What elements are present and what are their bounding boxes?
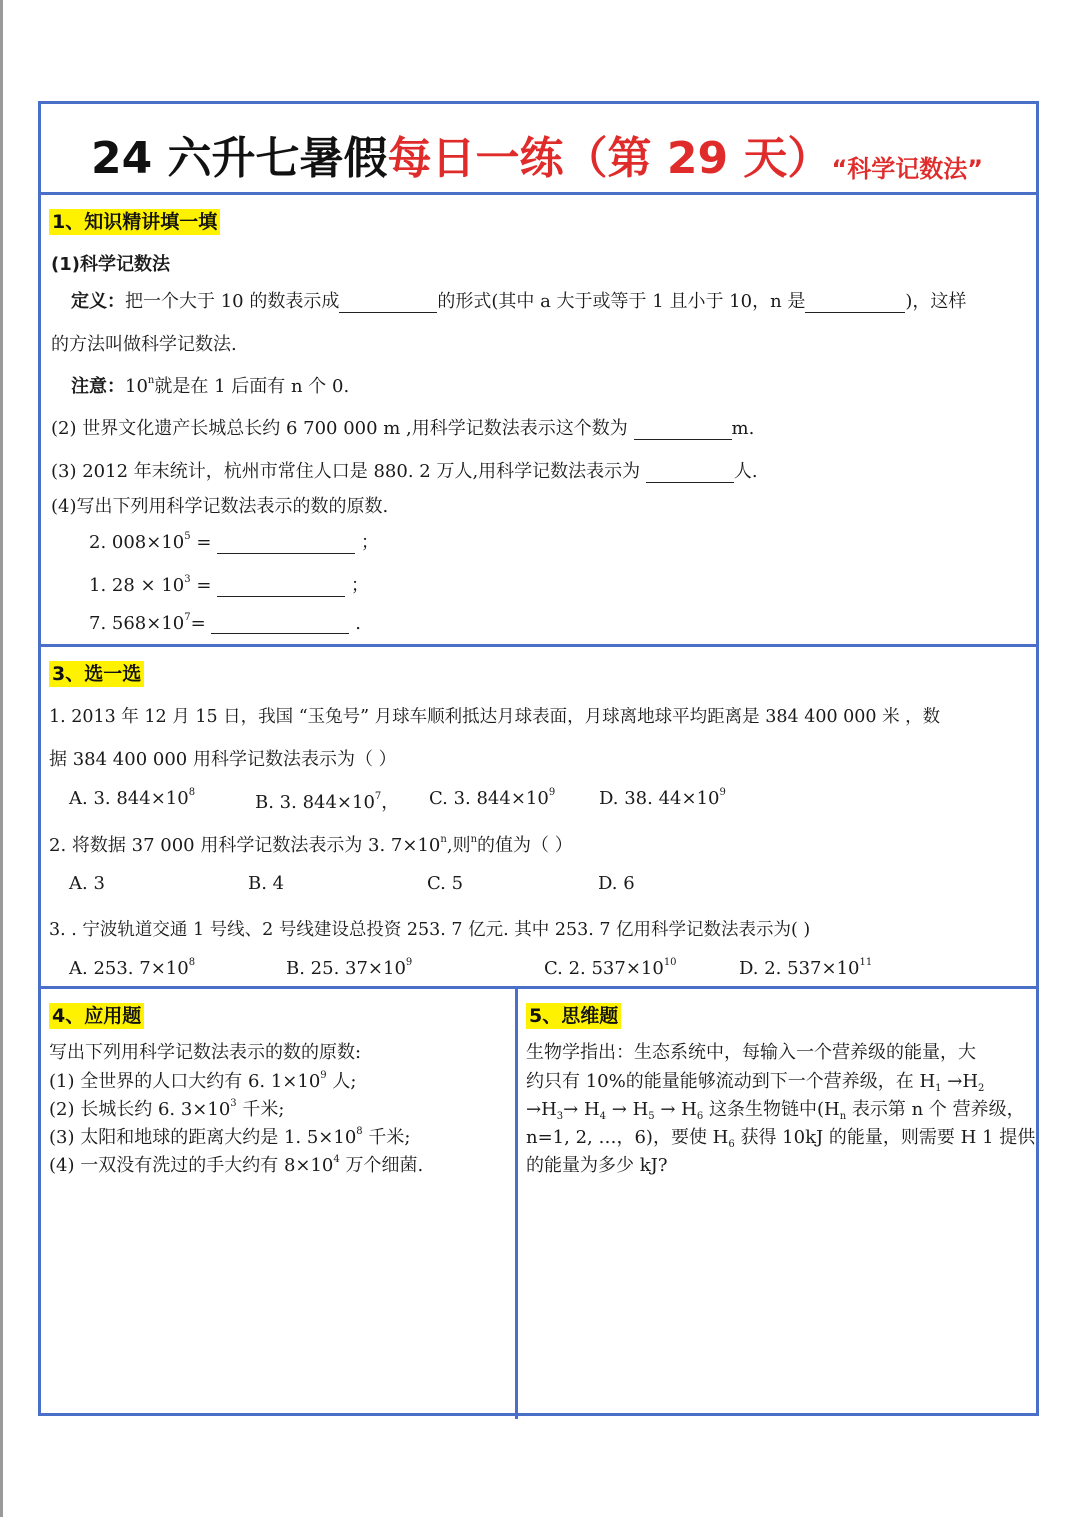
- option-exponent: 8: [188, 957, 196, 968]
- definition-blank-1[interactable]: [339, 294, 437, 313]
- question-3-unit: 人.: [733, 461, 758, 482]
- definition-text-a: 把一个大于 10 的数表示成: [125, 291, 340, 312]
- mc-q3-option-b[interactable]: [286, 958, 412, 979]
- question-2: [51, 414, 754, 440]
- application-intro: 写出下列用科学记数法表示的数的原数:: [49, 1042, 362, 1063]
- subscript: 1: [935, 1083, 942, 1094]
- item-unit: 千米;: [236, 1099, 285, 1120]
- expression-2-blank[interactable]: [217, 578, 345, 597]
- line-text: 获得 10kJ 的能量，则需要 H 1 提供: [734, 1127, 1036, 1148]
- mc-question-1-line-2: 据 384 400 000 用科学记数法表示为（ ）: [49, 749, 397, 770]
- title-bar: [41, 104, 1036, 193]
- section-1-heading: 1、知识精讲填一填: [49, 209, 220, 235]
- page-edge: [0, 0, 3, 1517]
- answer-area-4[interactable]: [45, 1189, 509, 1409]
- thinking-line-5: 的能量为多少 kJ?: [526, 1155, 668, 1176]
- title-part-2: 每日一练（第 29 天）: [387, 133, 832, 184]
- note-base: 10: [125, 376, 148, 397]
- subscript: 3: [556, 1111, 564, 1122]
- expression-1-equals: =: [196, 532, 212, 553]
- item-unit: 万个细菌.: [339, 1155, 424, 1176]
- item-unit: 人;: [326, 1071, 357, 1092]
- subheading-scientific-notation: (1)科学记数法: [51, 254, 170, 275]
- option-text: A. 253. 7×10: [69, 958, 189, 979]
- expression-1-exponent: 5: [184, 531, 191, 542]
- mc-question-2-variable: n: [470, 834, 478, 845]
- definition-label: 定义：: [71, 291, 125, 312]
- question-2-blank[interactable]: [634, 421, 732, 440]
- note-line: [71, 372, 349, 398]
- mc-question-2-text: 2. 将数据 37 000 用科学记数法表示为 3. 7×10: [49, 835, 441, 856]
- mc-q3-option-d[interactable]: [739, 958, 872, 979]
- line-text: →H: [941, 1071, 979, 1092]
- line-text: 这条生物链中(H: [703, 1099, 840, 1120]
- mc-question-3: 3. . 宁波轨道交通 1 号线、2 号线建设总投资 253. 7 亿元. 其中 253. 7 亿用科学记数法表示为( ): [49, 920, 811, 940]
- line-text: 表示第 n 个 营养级，: [846, 1099, 1025, 1120]
- section-4-heading: 4、应用题: [49, 1003, 144, 1029]
- application-item-2: [49, 1095, 284, 1121]
- section-thinking: [518, 989, 1036, 1416]
- mc-q2-option-d[interactable]: D. 6: [598, 873, 635, 894]
- subscript: 5: [648, 1111, 655, 1122]
- definition-line: [71, 287, 966, 313]
- item-text: (4) 一双没有洗过的手大约有 8×10: [49, 1155, 334, 1176]
- subscript: 4: [599, 1111, 607, 1122]
- line-text: n=1, 2, …，6)，要使 H: [526, 1127, 729, 1148]
- application-item-3: [49, 1123, 410, 1149]
- subscript: 6: [696, 1111, 704, 1122]
- application-item-1: [49, 1067, 356, 1093]
- subscript: 2: [978, 1083, 985, 1094]
- item-text: (1) 全世界的人口大约有 6. 1×10: [49, 1071, 321, 1092]
- mc-q1-option-a[interactable]: [69, 788, 195, 809]
- mc-question-2-tail: 的值为（ ）: [477, 835, 573, 856]
- thinking-line-4: [526, 1123, 1035, 1149]
- title-part-1: 24 六升七暑假: [91, 133, 388, 184]
- definition-blank-2[interactable]: [805, 294, 905, 313]
- mc-q2-option-a[interactable]: A. 3: [69, 873, 105, 894]
- option-exponent: 7: [374, 791, 382, 802]
- option-exponent: 8: [188, 787, 196, 798]
- option-text: C. 3. 844×10: [429, 788, 549, 809]
- thinking-line-2: [526, 1067, 984, 1093]
- option-exponent: 9: [405, 957, 413, 968]
- item-unit: 千米;: [362, 1127, 411, 1148]
- mc-question-2-exponent: n: [440, 834, 447, 845]
- definition-text-b: 的形式(其中 a 大于或等于 1 且小于 10，n 是: [437, 291, 806, 312]
- worksheet-frame: [38, 101, 1039, 1416]
- note-text: 就是在 1 后面有 n 个 0.: [154, 376, 350, 397]
- question-3: [51, 457, 758, 483]
- answer-area-5[interactable]: [522, 1189, 1030, 1409]
- definition-line-2: 的方法叫做科学记数法.: [51, 334, 237, 355]
- subscript: n: [839, 1111, 847, 1122]
- expression-1-base: 2. 008×10: [89, 532, 185, 553]
- item-text: (3) 太阳和地球的距离大约是 1. 5×10: [49, 1127, 357, 1148]
- option-text: C. 2. 537×10: [544, 958, 664, 979]
- mc-question-2: [49, 831, 573, 857]
- expression-2-equals: =: [196, 575, 212, 596]
- section-application: [41, 989, 515, 1416]
- question-2-text: (2) 世界文化遗产长城总长约 6 700 000 m ,用科学记数法表示这个数为: [51, 418, 628, 439]
- section-multiple-choice: [41, 647, 1036, 987]
- mc-question-1-line-1: 1. 2013 年 12 月 15 日，我国 “玉兔号” 月球车顺利抵达月球表面，月球离地球平均距离是 384 400 000 米 ，数: [49, 707, 941, 727]
- mc-q2-option-c[interactable]: C. 5: [427, 873, 464, 894]
- thinking-line-3: [526, 1095, 1025, 1121]
- section-knowledge: [41, 195, 1036, 643]
- expression-3-exponent: 7: [184, 612, 191, 623]
- question-2-unit: m.: [731, 418, 755, 439]
- definition-text-c: )，这样: [905, 291, 967, 312]
- application-item-4: [49, 1151, 423, 1177]
- mc-q1-option-b[interactable]: [255, 788, 399, 814]
- subscript: 6: [728, 1139, 735, 1150]
- mc-q1-option-c[interactable]: [429, 788, 555, 809]
- option-exponent: 10: [663, 957, 677, 968]
- note-label: 注意：: [71, 376, 125, 397]
- question-3-blank[interactable]: [646, 464, 734, 483]
- expression-2-end: ；: [350, 575, 369, 596]
- option-text: B. 3. 844×10: [255, 792, 375, 813]
- option-exponent: 9: [548, 787, 556, 798]
- expression-2-exponent: 3: [184, 574, 191, 585]
- expression-1: [89, 528, 379, 554]
- mc-q3-option-a[interactable]: [69, 958, 195, 979]
- mc-q3-option-c[interactable]: [544, 958, 677, 979]
- mc-q1-option-d[interactable]: [599, 788, 726, 809]
- expression-3-base: 7. 568×10: [89, 613, 185, 634]
- question-4: (4)写出下列用科学记数法表示的数的原数.: [51, 496, 389, 517]
- item-exponent: 3: [230, 1098, 237, 1109]
- section-3-heading: 3、选一选: [49, 661, 144, 687]
- line-text: → H: [606, 1099, 649, 1120]
- mc-q2-option-b[interactable]: B. 4: [248, 873, 285, 894]
- line-text: 约只有 10%的能量能够流动到下一个营养级，在 H: [526, 1071, 936, 1092]
- expression-3-end: .: [355, 613, 361, 634]
- option-exponent: 9: [719, 787, 726, 798]
- expression-1-blank[interactable]: [217, 535, 355, 554]
- title-subtitle: “科学记数法”: [831, 155, 983, 183]
- option-text: B. 25. 37×10: [286, 958, 406, 979]
- expression-1-end: ；: [360, 532, 379, 553]
- option-tail: ，: [381, 792, 400, 813]
- option-exponent: 11: [859, 957, 873, 968]
- question-3-text: (3) 2012 年末统计，杭州市常住人口是 880. 2 万人,用科学记数法表示为: [51, 461, 641, 482]
- thinking-line-1: 生物学指出：生态系统中，每输入一个营养级的能量，大: [526, 1042, 976, 1063]
- expression-2: [89, 571, 369, 597]
- expression-3-blank[interactable]: [211, 615, 349, 634]
- expression-2-base: 1. 28 × 10: [89, 575, 185, 596]
- page-title: [91, 122, 983, 186]
- note-exponent: n: [147, 375, 155, 386]
- line-text: →H: [526, 1099, 557, 1120]
- line-text: → H: [654, 1099, 697, 1120]
- section-5-heading: 5、思维题: [526, 1003, 621, 1029]
- expression-3-equals: =: [190, 613, 206, 634]
- option-text: D. 2. 537×10: [739, 958, 860, 979]
- option-text: A. 3. 844×10: [69, 788, 189, 809]
- item-exponent: 9: [320, 1070, 327, 1081]
- item-exponent: 8: [356, 1126, 363, 1137]
- item-exponent: 4: [333, 1154, 340, 1165]
- expression-3: [89, 613, 361, 634]
- mc-question-2-then: ,则: [446, 835, 471, 856]
- option-text: D. 38. 44×10: [599, 788, 720, 809]
- line-text: → H: [563, 1099, 600, 1120]
- item-text: (2) 长城长约 6. 3×10: [49, 1099, 231, 1120]
